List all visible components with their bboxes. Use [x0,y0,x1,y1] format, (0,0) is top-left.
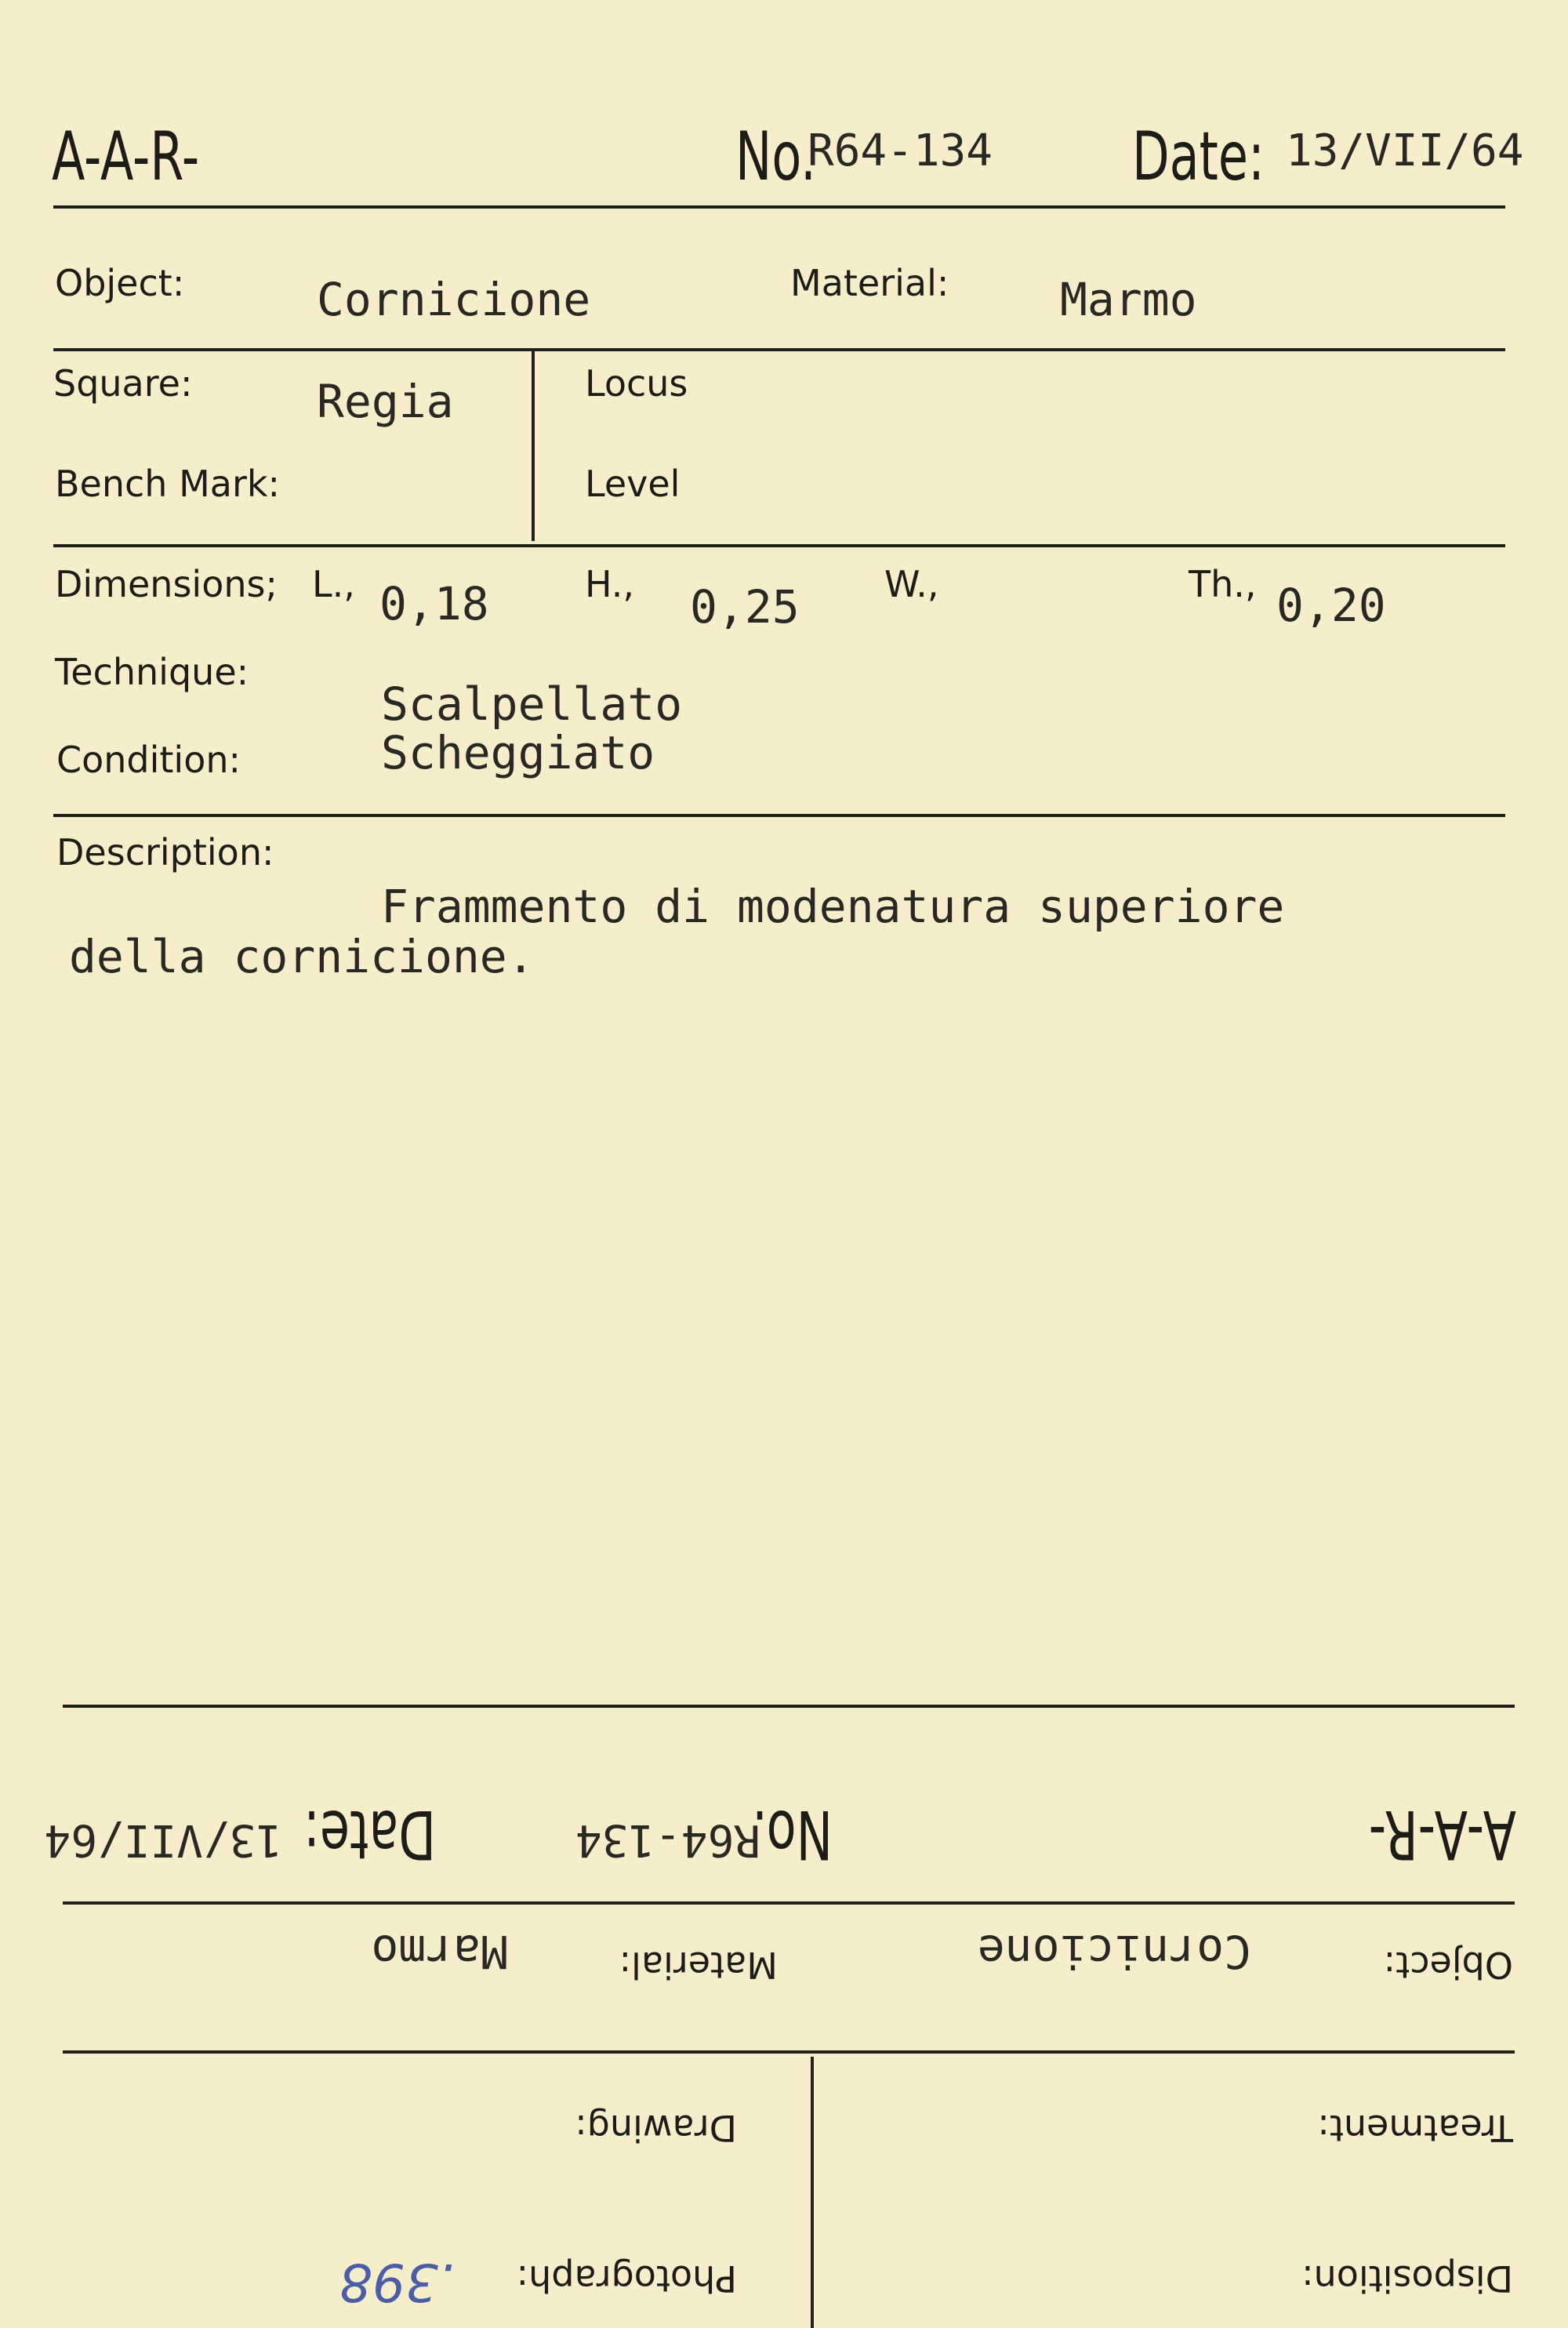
condition-value: Scheggiato [381,726,655,779]
height-label: H., [585,563,635,605]
width-label: W., [884,563,939,605]
drawing-label: Drawing: [575,2107,737,2149]
footer-material-label: Material: [619,1944,778,1986]
condition-divider [53,814,1505,817]
footer-institution-code: A-A-R- [1368,1795,1516,1873]
length-value: 0,18 [379,577,489,630]
photograph-label: Photograph: [516,2257,737,2300]
footer-date-value: 13/VII/64 [44,1814,282,1865]
thickness-label: Th., [1189,563,1257,605]
footer-object-label: Object: [1383,1944,1513,1986]
disposition-label: Disposition: [1301,2257,1513,2300]
footer-top-divider [63,1705,1515,1708]
locus-label: Locus [585,362,688,405]
institution-code: A-A-R- [52,118,200,196]
inverted-footer [0,1686,1568,2328]
footer-object-divider [63,2050,1515,2054]
technique-label: Technique: [55,651,249,693]
object-divider [53,348,1505,351]
square-value: Regia [317,375,454,428]
object-label: Object: [55,262,185,304]
number-label: No. [735,118,816,196]
locus-divider [53,544,1505,547]
treatment-label: Treatment: [1317,2107,1513,2149]
footer-header-divider [63,1901,1515,1905]
date-value: 13/VII/64 [1286,125,1524,176]
object-value: Cornicione [317,273,591,326]
bench-mark-label: Bench Mark: [55,463,281,505]
dimensions-label: Dimensions; [55,563,278,605]
material-value: Marmo [1060,273,1197,326]
description-label: Description: [56,831,274,873]
thickness-value: 0,20 [1276,579,1386,632]
footer-date-label: Date: [303,1795,436,1873]
date-label: Date: [1132,118,1265,196]
header-divider [53,205,1505,209]
description-line-1: Frammento di modenatura superiore [381,880,1285,933]
square-label: Square: [53,362,193,405]
technique-value: Scalpellato [381,677,683,731]
square-column-divider [532,351,535,541]
height-value: 0,25 [690,580,800,634]
description-line-2: della cornicione. [69,930,535,983]
photograph-number: .398 [339,2252,455,2312]
footer-catalog-number: R64-134 [575,1814,760,1865]
footer-object-value: Cornicione [977,1925,1251,1978]
footer-material-value: Marmo [371,1925,508,1978]
footer-number-label: No. [752,1795,833,1873]
material-label: Material: [790,262,949,304]
footer-column-divider [811,2057,814,2328]
condition-label: Condition: [56,739,241,781]
level-label: Level [585,463,681,505]
length-label: L., [312,563,355,605]
catalog-number: R64-134 [808,125,993,176]
